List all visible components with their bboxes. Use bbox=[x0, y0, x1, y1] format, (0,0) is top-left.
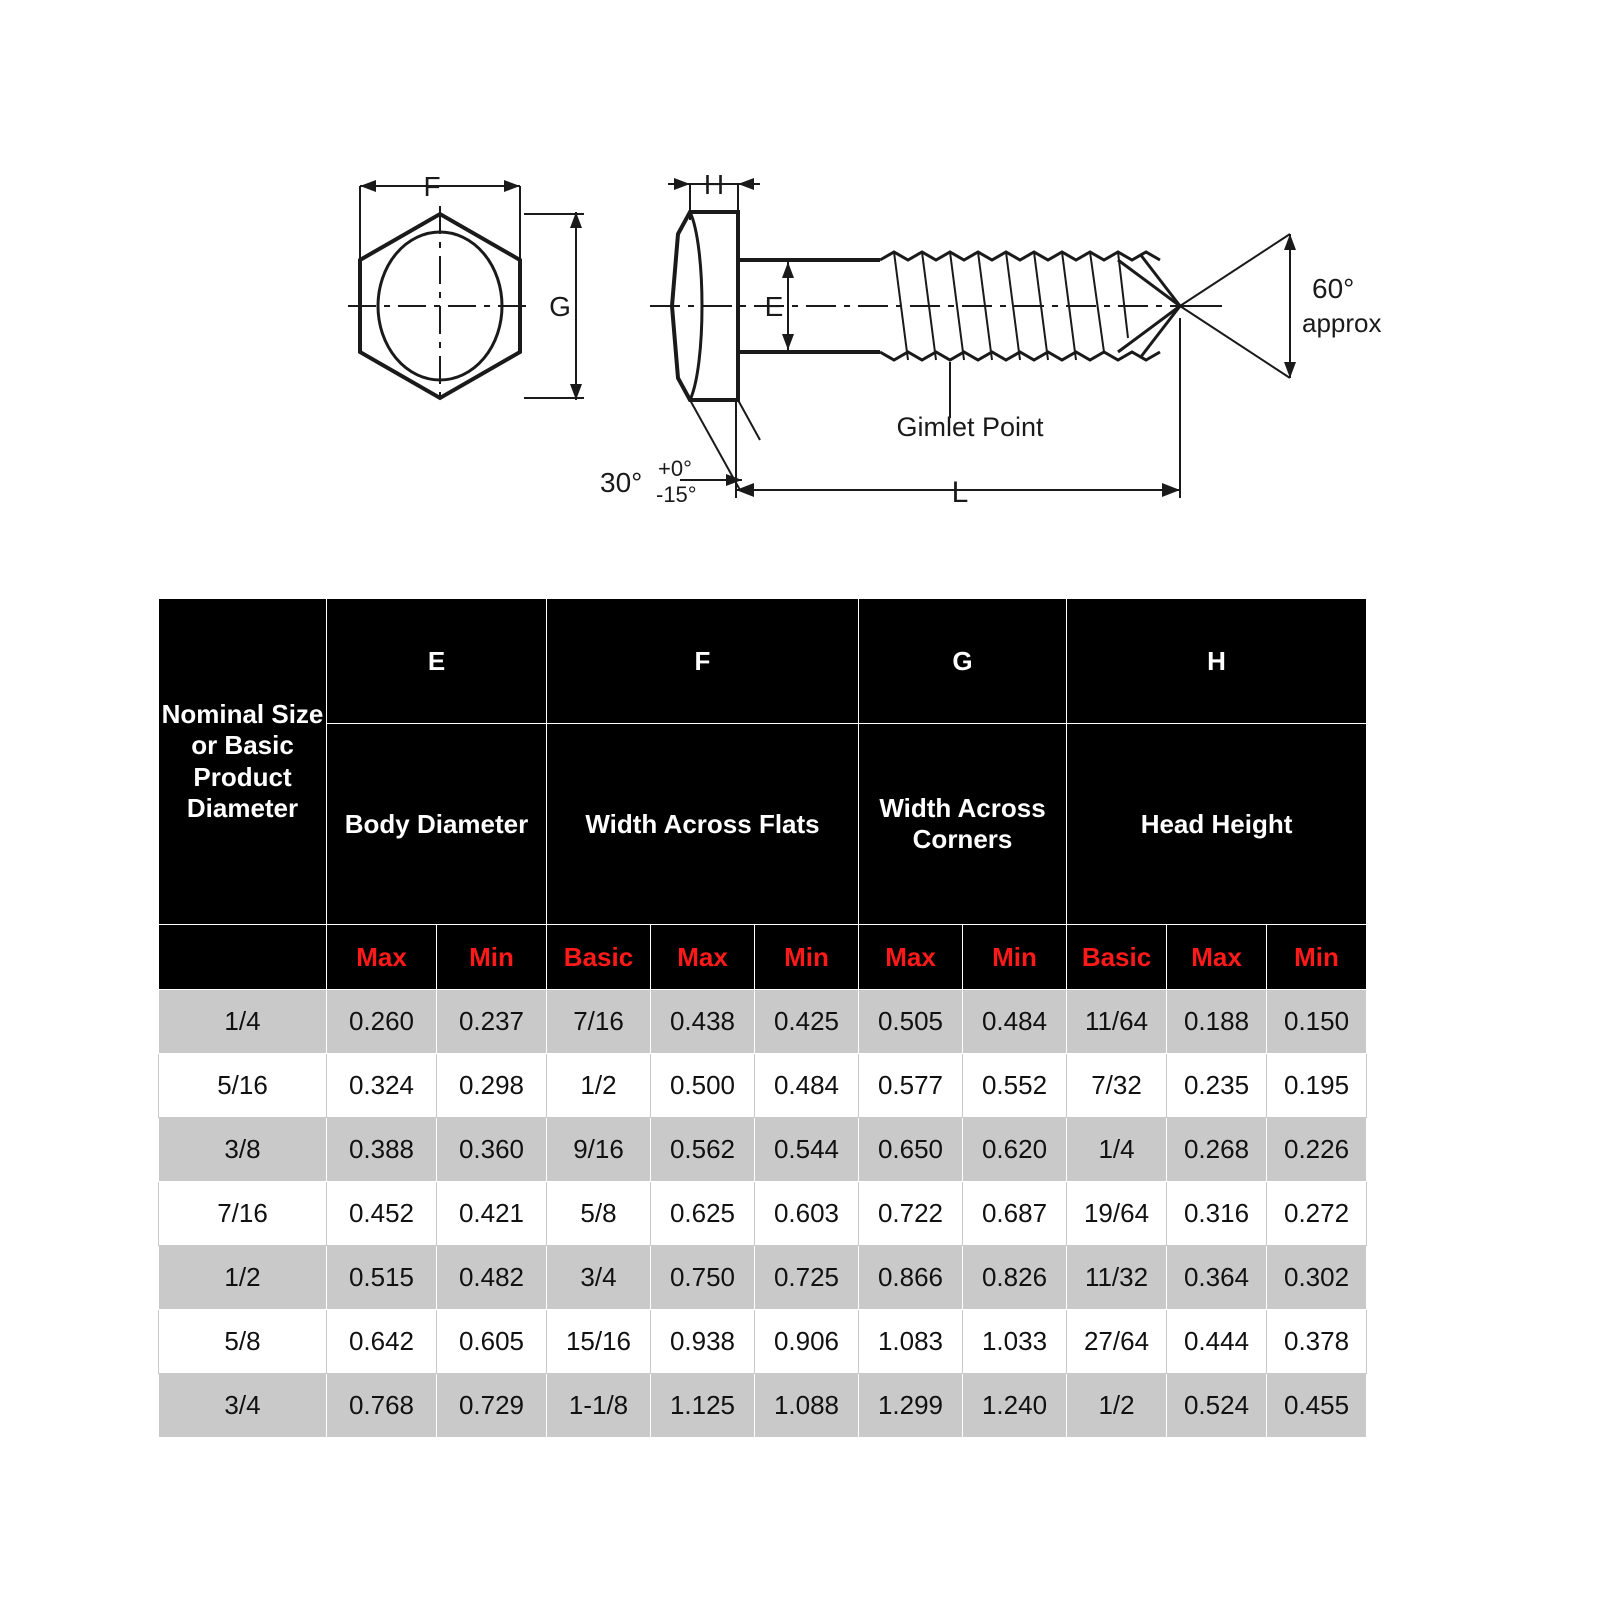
cell-value: 1.240 bbox=[963, 1374, 1067, 1438]
cell-nominal-size: 5/16 bbox=[159, 1054, 327, 1118]
header-sub-4: Min bbox=[755, 925, 859, 990]
cell-value: 1-1/8 bbox=[547, 1374, 651, 1438]
cell-value: 1.125 bbox=[651, 1374, 755, 1438]
header-sub-5: Max bbox=[859, 925, 963, 990]
header-sub-3: Max bbox=[651, 925, 755, 990]
cell-value: 15/16 bbox=[547, 1310, 651, 1374]
header-body-diameter: Body Diameter bbox=[327, 724, 547, 925]
cell-value: 0.237 bbox=[437, 990, 547, 1054]
cell-value: 0.866 bbox=[859, 1246, 963, 1310]
cell-value: 0.360 bbox=[437, 1118, 547, 1182]
cell-value: 0.826 bbox=[963, 1246, 1067, 1310]
cell-value: 0.768 bbox=[327, 1374, 437, 1438]
label-60deg: 60° bbox=[1312, 273, 1355, 304]
cell-value: 1.299 bbox=[859, 1374, 963, 1438]
cell-value: 19/64 bbox=[1067, 1182, 1167, 1246]
cell-value: 0.500 bbox=[651, 1054, 755, 1118]
cell-value: 5/8 bbox=[547, 1182, 651, 1246]
cell-value: 0.642 bbox=[327, 1310, 437, 1374]
header-letter-h: H bbox=[1067, 599, 1367, 724]
cell-value: 0.438 bbox=[651, 990, 755, 1054]
cell-value: 0.268 bbox=[1167, 1118, 1267, 1182]
label-G: G bbox=[549, 291, 571, 322]
cell-value: 0.650 bbox=[859, 1118, 963, 1182]
cell-value: 0.150 bbox=[1267, 990, 1367, 1054]
cell-value: 7/32 bbox=[1067, 1054, 1167, 1118]
label-F: F bbox=[423, 171, 441, 202]
cell-value: 0.421 bbox=[437, 1182, 547, 1246]
label-E: E bbox=[764, 291, 784, 322]
table-header-minmax bbox=[159, 925, 1367, 990]
cell-value: 0.938 bbox=[651, 1310, 755, 1374]
cell-value: 1.033 bbox=[963, 1310, 1067, 1374]
cell-value: 9/16 bbox=[547, 1118, 651, 1182]
label-H: H bbox=[703, 169, 725, 200]
label-30deg: 30° bbox=[600, 467, 643, 498]
header-nominal-size: Nominal Size or Basic Product Diameter bbox=[159, 599, 327, 925]
header-sub-6: Min bbox=[963, 925, 1067, 990]
cell-value: 0.364 bbox=[1167, 1246, 1267, 1310]
cell-value: 0.552 bbox=[963, 1054, 1067, 1118]
cell-value: 11/32 bbox=[1067, 1246, 1167, 1310]
cell-value: 0.444 bbox=[1167, 1310, 1267, 1374]
cell-value: 0.298 bbox=[437, 1054, 547, 1118]
label-gimlet-point: Gimlet Point bbox=[896, 412, 1044, 442]
cell-value: 0.388 bbox=[327, 1118, 437, 1182]
cell-value: 0.484 bbox=[963, 990, 1067, 1054]
table-body bbox=[159, 990, 1367, 1438]
cell-value: 0.235 bbox=[1167, 1054, 1267, 1118]
cell-value: 0.725 bbox=[755, 1246, 859, 1310]
label-approx: approx bbox=[1302, 308, 1382, 338]
cell-value: 1.088 bbox=[755, 1374, 859, 1438]
label-tol-minus: -15° bbox=[656, 482, 697, 507]
header-sub-1: Min bbox=[437, 925, 547, 990]
cell-value: 0.452 bbox=[327, 1182, 437, 1246]
cell-value: 0.272 bbox=[1267, 1182, 1367, 1246]
header-head-height: Head Height bbox=[1067, 724, 1367, 925]
header-spacer bbox=[159, 925, 327, 990]
cell-value: 0.260 bbox=[327, 990, 437, 1054]
cell-nominal-size: 7/16 bbox=[159, 1182, 327, 1246]
cell-nominal-size: 1/2 bbox=[159, 1246, 327, 1310]
table-row bbox=[159, 1118, 1367, 1182]
cell-value: 1/2 bbox=[1067, 1374, 1167, 1438]
cell-value: 0.722 bbox=[859, 1182, 963, 1246]
specification-table bbox=[158, 598, 1367, 1438]
label-L: L bbox=[951, 476, 969, 509]
cell-value: 0.302 bbox=[1267, 1246, 1367, 1310]
cell-value: 0.378 bbox=[1267, 1310, 1367, 1374]
table-row bbox=[159, 1374, 1367, 1438]
cell-value: 0.906 bbox=[755, 1310, 859, 1374]
cell-value: 0.544 bbox=[755, 1118, 859, 1182]
table-header-letters bbox=[159, 599, 1367, 724]
cell-value: 0.625 bbox=[651, 1182, 755, 1246]
cell-value: 3/4 bbox=[547, 1246, 651, 1310]
cell-value: 0.226 bbox=[1267, 1118, 1367, 1182]
cell-value: 11/64 bbox=[1067, 990, 1167, 1054]
header-letter-e: E bbox=[327, 599, 547, 724]
cell-nominal-size: 3/4 bbox=[159, 1374, 327, 1438]
cell-value: 0.324 bbox=[327, 1054, 437, 1118]
header-sub-0: Max bbox=[327, 925, 437, 990]
header-sub-2: Basic bbox=[547, 925, 651, 990]
cell-value: 0.515 bbox=[327, 1246, 437, 1310]
cell-value: 1/4 bbox=[1067, 1118, 1167, 1182]
cell-nominal-size: 3/8 bbox=[159, 1118, 327, 1182]
label-tol-plus: +0° bbox=[658, 456, 692, 481]
header-letter-g: G bbox=[859, 599, 1067, 724]
table-header-names bbox=[159, 724, 1367, 925]
cell-nominal-size: 5/8 bbox=[159, 1310, 327, 1374]
cell-value: 0.729 bbox=[437, 1374, 547, 1438]
cell-value: 0.425 bbox=[755, 990, 859, 1054]
cell-value: 0.750 bbox=[651, 1246, 755, 1310]
cell-nominal-size: 1/4 bbox=[159, 990, 327, 1054]
cell-value: 1/2 bbox=[547, 1054, 651, 1118]
cell-value: 27/64 bbox=[1067, 1310, 1167, 1374]
table-row bbox=[159, 1246, 1367, 1310]
cell-value: 0.195 bbox=[1267, 1054, 1367, 1118]
cell-value: 0.577 bbox=[859, 1054, 963, 1118]
cell-value: 0.687 bbox=[963, 1182, 1067, 1246]
cell-value: 0.484 bbox=[755, 1054, 859, 1118]
cell-value: 0.316 bbox=[1167, 1182, 1267, 1246]
header-sub-8: Max bbox=[1167, 925, 1267, 990]
cell-value: 0.188 bbox=[1167, 990, 1267, 1054]
cell-value: 0.505 bbox=[859, 990, 963, 1054]
cell-value: 0.562 bbox=[651, 1118, 755, 1182]
diagram-svg bbox=[160, 150, 1440, 590]
table-row bbox=[159, 990, 1367, 1054]
cell-value: 1.083 bbox=[859, 1310, 963, 1374]
cell-value: 0.455 bbox=[1267, 1374, 1367, 1438]
cell-value: 0.482 bbox=[437, 1246, 547, 1310]
header-width-across-flats: Width Across Flats bbox=[547, 724, 859, 925]
bolt-dimension-diagram bbox=[160, 150, 1440, 590]
cell-value: 7/16 bbox=[547, 990, 651, 1054]
cell-value: 0.524 bbox=[1167, 1374, 1267, 1438]
header-letter-f: F bbox=[547, 599, 859, 724]
header-width-across-corners: Width Across Corners bbox=[859, 724, 1067, 925]
table-row bbox=[159, 1182, 1367, 1246]
table-row bbox=[159, 1054, 1367, 1118]
cell-value: 0.620 bbox=[963, 1118, 1067, 1182]
table-row bbox=[159, 1310, 1367, 1374]
header-sub-9: Min bbox=[1267, 925, 1367, 990]
cell-value: 0.605 bbox=[437, 1310, 547, 1374]
specification-table-wrap bbox=[158, 598, 1366, 1438]
cell-value: 0.603 bbox=[755, 1182, 859, 1246]
header-sub-7: Basic bbox=[1067, 925, 1167, 990]
